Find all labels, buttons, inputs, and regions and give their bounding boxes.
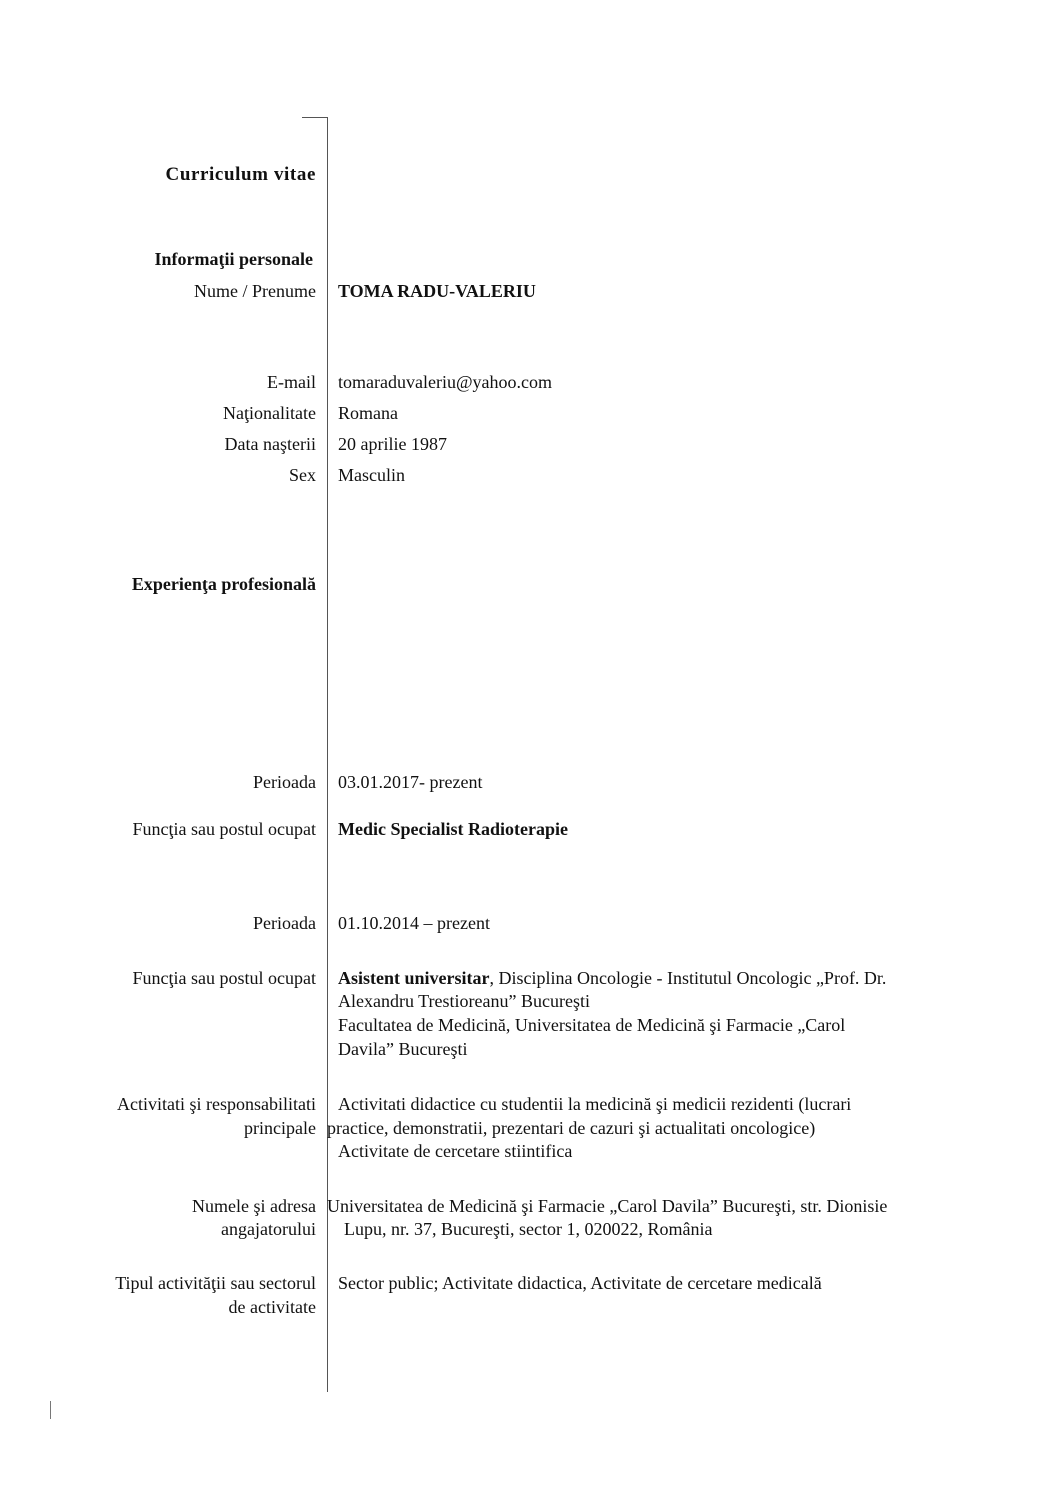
birth-label: Data naşterii: [224, 434, 316, 454]
job2-role-line2: Alexandru Trestioreanu” Bucureşti: [338, 991, 590, 1011]
job2-role-line4: Davila” Bucureşti: [338, 1039, 468, 1059]
employer-line2: Lupu, nr. 37, Bucureşti, sector 1, 020022, România: [344, 1219, 713, 1239]
job1-period-label: Perioada: [253, 772, 316, 792]
document-title: Curriculum vitae: [165, 164, 316, 185]
job2-role-rest: , Disciplina Oncologie - Institutul Oncologic „Prof. Dr.: [489, 968, 887, 988]
job1-period: 03.01.2017- prezent: [338, 772, 483, 792]
job2-period: 01.10.2014 – prezent: [338, 913, 490, 933]
job2-role-title: Asistent universitar: [338, 968, 490, 988]
job2-role-line1: [338, 967, 886, 990]
birth-value: 20 aprilie 1987: [338, 434, 447, 454]
employer-label-line2: angajatorului: [221, 1219, 316, 1239]
sector-label-line2: de activitate: [228, 1297, 316, 1317]
sex-label: Sex: [289, 465, 316, 485]
sector-label-line1: Tipul activităţii sau sectorul: [115, 1273, 316, 1293]
name-value: TOMA RADU-VALERIU: [338, 281, 536, 301]
employer-label-line1: Numele şi adresa: [192, 1196, 316, 1216]
job2-role-line3: Facultatea de Medicină, Universitatea de Medicină şi Farmacie „Carol: [338, 1015, 846, 1035]
job2-period-label: Perioada: [253, 913, 316, 933]
job2-role-label: Funcţia sau postul ocupat: [132, 968, 316, 988]
employer-line1: Universitatea de Medicină şi Farmacie „Carol Davila” Bucureşti, str. Dionisie: [327, 1196, 888, 1216]
email-label: E-mail: [267, 372, 316, 392]
footer-mark: [50, 1401, 51, 1419]
nationality-value: Romana: [338, 403, 398, 423]
name-label: Nume / Prenume: [194, 281, 316, 301]
divider-tick: [302, 117, 327, 118]
section-heading-experience: Experienţa profesională: [131, 574, 316, 594]
sector-value: Sector public; Activitate didactica, Activitate de cercetare medicală: [338, 1273, 822, 1293]
activities-label-line1: Activitati şi responsabilitati: [117, 1094, 316, 1114]
section-heading-personal: Informaţii personale: [154, 249, 313, 269]
activities-line2: practice, demonstratii, prezentari de cazuri şi actualitati oncologice): [327, 1118, 816, 1138]
activities-line3: Activitate de cercetare stiintifica: [338, 1141, 573, 1161]
email-value[interactable]: tomaraduvaleriu@yahoo.com: [338, 372, 553, 392]
sex-value: Masculin: [338, 465, 405, 485]
nationality-label: Naţionalitate: [223, 403, 316, 423]
job1-role-label: Funcţia sau postul ocupat: [132, 819, 316, 839]
activities-label-line2: principale: [244, 1118, 316, 1138]
job1-role: Medic Specialist Radioterapie: [338, 819, 568, 839]
activities-line1: Activitati didactice cu studentii la medicină şi medicii rezidenti (lucrari: [338, 1094, 852, 1114]
